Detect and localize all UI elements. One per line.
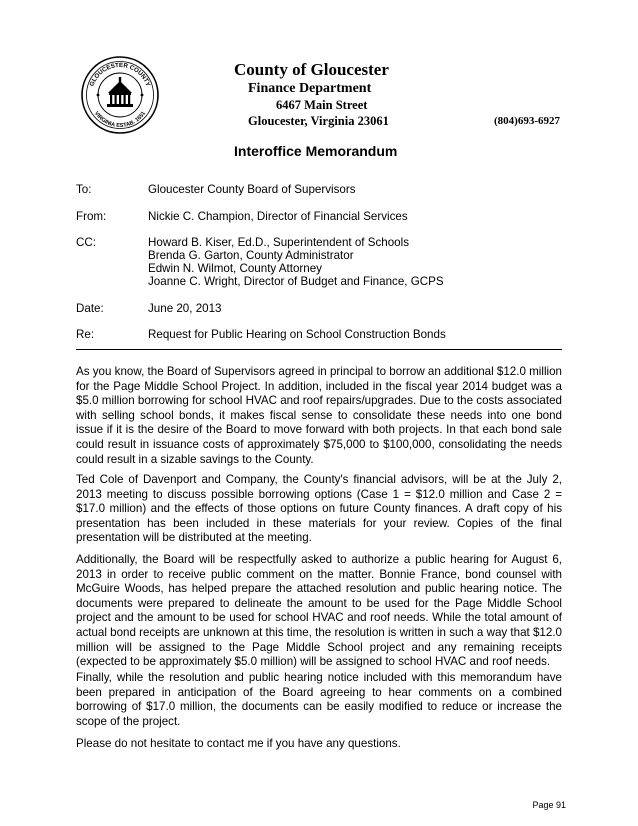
from-label: From: [76, 210, 107, 223]
re-value: Request for Public Hearing on School Construction Bonds [148, 328, 446, 341]
county-name: County of Gloucester [234, 60, 389, 79]
county-seal-logo [80, 55, 160, 135]
cc-recipient: Edwin N. Wilmot, County Attorney [148, 262, 322, 275]
city-address: Gloucester, Virginia 23061 [248, 114, 389, 128]
cc-recipient: Brenda G. Garton, County Administrator [148, 249, 354, 262]
page-number: Page 91 [532, 800, 566, 810]
body-paragraph: Finally, while the resolution and public hearing notice included with this memorandum have been prepared in anticipation of the Board agreeing to hear comments on a combined borrowing of $17.0 million, the documents can be easily modified to reduce or increase the scope of the project. [76, 671, 562, 728]
to-label: To: [76, 183, 92, 196]
seal-text-top: GLOUCESTER COUNTY [88, 61, 152, 88]
from-value: Nickie C. Champion, Director of Financial Services [148, 210, 408, 223]
seal-text-bottom: VIRGINIA ESTAB. 1651 [92, 110, 148, 130]
body-paragraph: As you know, the Board of Supervisors agreed in principal to borrow an additional $12.0 million for the Page Middle School Project. In addition, included in the fiscal year 2014 budget was a $5.0 million borrowing for school HVAC and roof repairs/upgrades. Due to the costs associated with selling school bonds, it makes fiscal sense to consolidate these needs into one bond issue if it is the desire of the Board to move forward with both projects. In that each bond sale could result in issuance costs of approximately $75,000 to $100,000, consolidating the needs could result in a sizable savings to the County. [76, 365, 562, 466]
date-label: Date: [76, 302, 104, 315]
cc-label: CC: [76, 236, 96, 249]
department-name: Finance Department [248, 81, 372, 96]
header-divider [76, 349, 562, 350]
body-paragraph: Additionally, the Board will be respectfully asked to authorize a public hearing for August 6, 2013 in order to receive public comment on the matter. Bonnie France, bond counsel with McGuire Woods, has helped prepare the attached resolution and public hearing notice. The documents were prepared to delineate the amount to be used for the Page Middle School project and the amount to be used for school HVAC and roof needs. While the total amount of actual bond receipts are unknown at this time, the resolution is written in such a way that $12.0 million will be assigned to the Page Middle School project and any remaining receipts (expected to be approximately $5.0 million) will be assigned to school HVAC and roof needs. [76, 553, 562, 669]
cc-recipient: Howard B. Kiser, Ed.D., Superintendent of Schools [148, 236, 410, 249]
body-paragraph: Please do not hesitate to contact me if you have any questions. [76, 737, 401, 750]
re-label: Re: [76, 328, 95, 341]
date-value: June 20, 2013 [148, 302, 222, 315]
phone-number: (804)693-6927 [494, 115, 560, 127]
to-value: Gloucester County Board of Supervisors [148, 183, 356, 196]
street-address: 6467 Main Street [276, 98, 368, 112]
body-paragraph: Ted Cole of Davenport and Company, the County's financial advisors, will be at the July 2, 2013 meeting to discuss possible borrowing options (Case 1 = $12.0 million and Case 2 = $17.0 million) and the effects of those options on future County finances. A draft copy of his presentation has been included in these materials for your review. Copies of the final presentation will be distributed at the meeting. [76, 473, 562, 545]
memo-title: Interoffice Memorandum [234, 143, 398, 159]
cc-recipient: Joanne C. Wright, Director of Budget and Finance, GCPS [148, 275, 444, 288]
